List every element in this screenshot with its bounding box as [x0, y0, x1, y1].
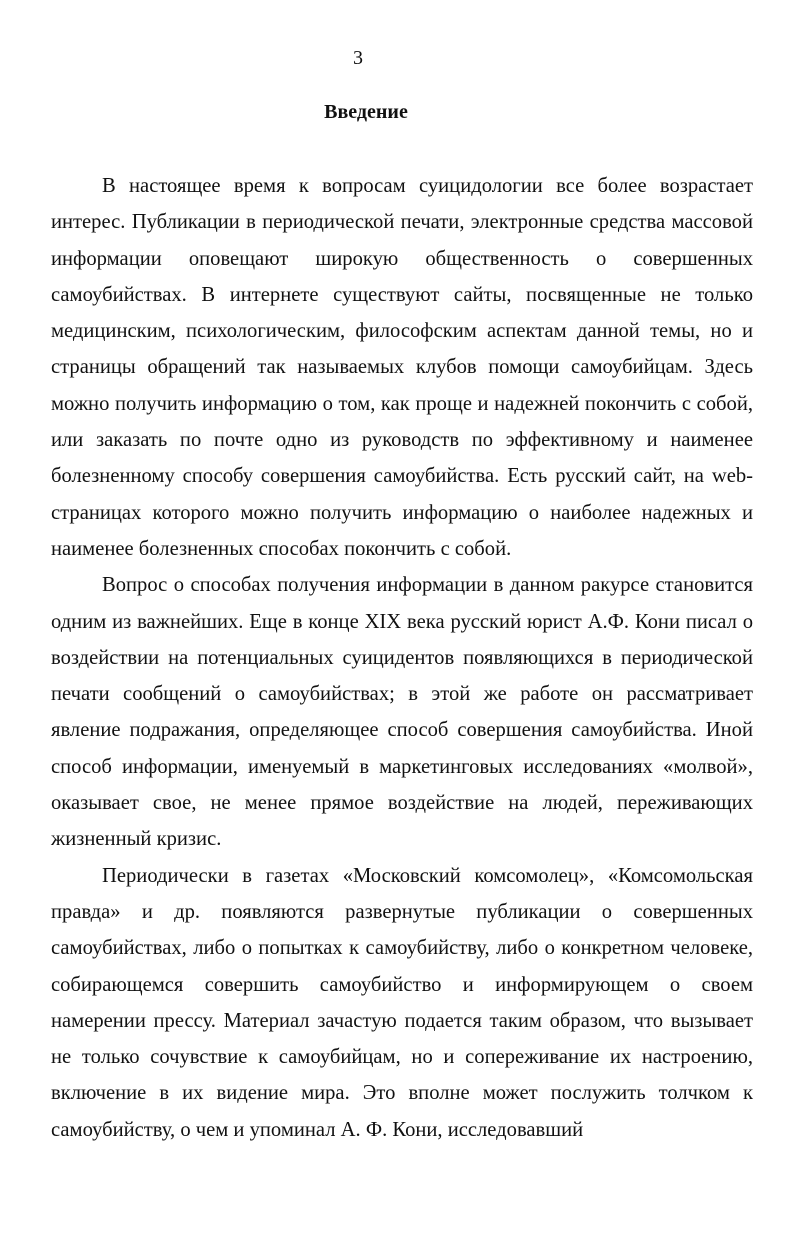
- paragraph-1: В настоящее время к вопросам суицидологии все более возрастает интерес. Публикации в периодической печати, электронные средства массовой информации оповещают широкую общественность о совершенных самоубийствах. В интернете существуют сайты, посвященные не только медицинским, психологическим, философским аспектам данной темы, но и страницы обращений так называемых клубов помощи самоубийцам. Здесь можно получить информацию о том, как проще и надежней покончить с собой, или заказать по почте одно из руководств по эффективному и наименее болезненному способу совершения самоубийства. Есть русский сайт, на web-страницах которого можно получить информацию о наиболее надежных и наименее болезненных способах покончить с собой.: [51, 175, 753, 560]
- paragraph-2: Вопрос о способах получения информации в данном ракурсе становится одним из важнейших. Еще в конце XIX века русский юрист А.Ф. Кони писал о воздействии на потенциальных суицидентов появляющихся в периодической печати сообщений о самоубийствах; в этой же работе он рассматривает явление подражания, определяющее способ совершения самоубийства. Иной способ информации, именуемый в маркетинговых исследованиях «молвой», оказывает свое, не менее прямое воздействие на людей, переживающих жизненный кризис.: [51, 574, 753, 851]
- body-text: [51, 168, 753, 1148]
- section-heading: Введение: [324, 101, 408, 123]
- paragraph-3: Периодически в газетах «Московский комсомолец», «Комсомольская правда» и др. появляются развернутые публикации о совершенных самоубийствах, либо о попытках к самоубийству, либо о конкретном человеке, собирающемся совершить самоубийство и информирующем о своем намерении прессу. Материал зачастую подается таким образом, что вызывает не только сочувствие к самоубийцам, но и сопереживание их настроению, включение в их видение мира. Это вполне может послужить толчком к самоубийству, о чем и упоминал А. Ф. Кони, исследовавший: [51, 864, 753, 1141]
- page-number: 3: [353, 47, 363, 69]
